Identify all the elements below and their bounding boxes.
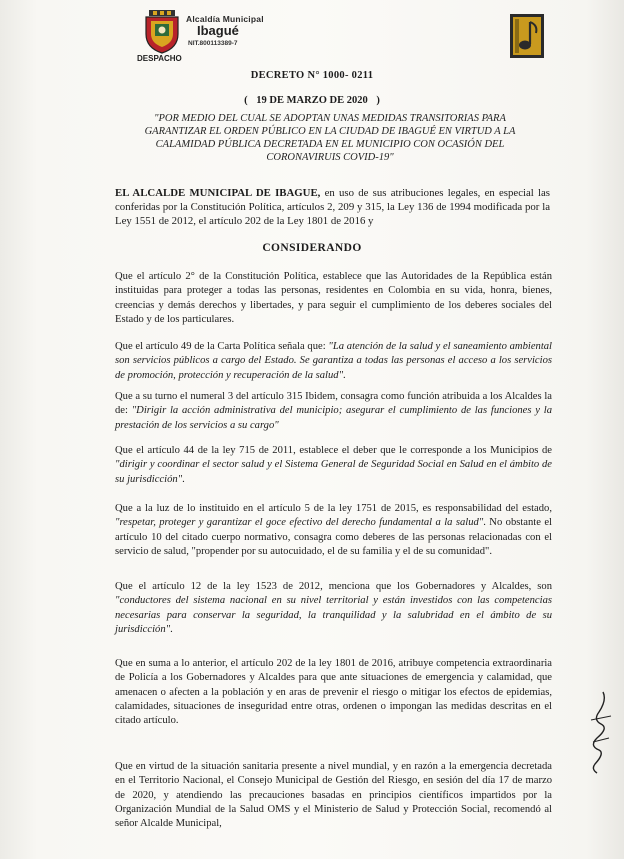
- paragraph-1: [115, 270, 552, 327]
- music-note-logo-icon: [510, 14, 544, 58]
- considerando-heading: CONSIDERANDO: [262, 242, 362, 254]
- paragraph-text: Que el artículo 12 de la ley 1523 de 2012, menciona que los Gobernadores y Alcaldes, son: [115, 581, 552, 592]
- city-name: Ibagué: [197, 23, 239, 38]
- paragraph-7: [115, 657, 552, 728]
- paragraph-8: [115, 760, 552, 831]
- decree-title: "POR MEDIO DEL CUAL SE ADOPTAN UNAS MEDIDAS TRANSITORIAS PARA GARANTIZAR EL ORDEN PÚBLICO EN LA CIUDAD DE IBAGUÉ EN VIRTUD A LA CALAMIDAD PÚBLICA DECRETADA EN EL MUNICIPIO CON OCASIÓN DEL CORONAVIRUIS COVID-19": [144, 113, 516, 163]
- paragraph-text: Que el artículo 2° de la Constitución Política, establece que las Autoridades de la República están instituidas para proteger a todas las personas, residentes en Colombia en su vida, honra, bienes, creencias y demás derechos y libertades, y para seguir el cumplimiento de los deberes sociales del Estado y de los particulares.: [115, 271, 552, 325]
- intro-text: en uso de sus atribuciones legales, en especial las conferidas por la Constitución Política, artículos 2, 209 y 315, la Ley 136 de 1994 modificada por la Ley 1551 de 2012, el artículo 202 de la Ley 1801 de 2016 y: [115, 187, 550, 227]
- coat-of-arms-icon: [143, 10, 181, 54]
- paragraph-6: [115, 580, 552, 637]
- paragraph-4: [115, 444, 552, 487]
- alcaldia-label: Alcaldía Municipal: [186, 14, 264, 24]
- decree-date: ( 19 DE MARZO DE 2020 ): [244, 95, 380, 106]
- paragraph-5: [115, 502, 552, 559]
- paragraph-tail: . No obstante el artículo 10 del citado cuerpo normativo, consagra como deberes de las personas relacionadas con el servicio de salud, "propender por su autocuidado, el de su familia y el de su comunidad".: [115, 517, 552, 557]
- paragraph-quote: "conductores del sistema nacional en su nivel territorial y están investidos con las competencias necesarias para conservar la seguridad, la tranquilidad y la salubridad en el ámbito de su jurisdicción": [115, 595, 552, 635]
- paragraph-2: [115, 340, 552, 383]
- paragraph-tail: .: [182, 473, 185, 485]
- nit-label: NIT.800113389-7: [188, 40, 238, 47]
- paragraph-tail: .: [170, 623, 173, 635]
- paragraph-text: Que en virtud de la situación sanitaria presente a nivel mundial, y en razón a la emergencia decretada en el Territorio Nacional, el Consejo Municipal de Gestión del Riesgo, en sesión del día 17 de marzo de 2020, y atendiendo las precauciones basadas en principios científicos impartidos por la Organización Mundial de la Salud OMS y el Ministerio de Salud y Protección Social, recomendó al señor Alcalde Municipal,: [115, 761, 552, 830]
- despacho-label: DESPACHO: [137, 54, 182, 63]
- signature-icon: [585, 690, 615, 775]
- paragraph-text: Que a la luz de lo instituido en el artículo 5 de la ley 1751 de 2015, es responsabilidad del estado,: [115, 503, 552, 514]
- paragraph-tail: .: [343, 369, 346, 381]
- paragraph-quote: "dirigir y coordinar el sector salud y el Sistema General de Seguridad Social en Salud en el ámbito de su jurisdicción": [115, 459, 552, 485]
- paragraph-text: Que en suma a lo anterior, el artículo 202 de la ley 1801 de 2016, atribuye competencia extraordinaria de Policía a los Gobernadores y Alcaldes para que ante situaciones de emergencia y calamidad, que amenacen o afecten a la población y en aras de prevenir el riesgo o mitigar los efectos de epidemias, calamidades, situaciones de inseguridad entre otras, ordenen o impongan las medidas descritas en el citado artículo.: [115, 658, 552, 727]
- paragraph-text: Que el artículo 49 de la Carta Política señala que:: [115, 341, 329, 352]
- mayor-heading: EL ALCALDE MUNICIPAL DE IBAGUE,: [115, 187, 321, 199]
- paragraph-quote: "La atención de la salud y el saneamiento ambiental son servicios públicos a cargo del Estado. Se garantiza a todas las personas el acceso a los servicios de promoción, protección y recuperación de la salud": [115, 341, 553, 381]
- intro-paragraph: [115, 186, 550, 228]
- paragraph-text: Que a su turno el numeral 3 del artículo 315 Ibidem, consagra como función atribuida a los Alcaldes la de:: [115, 391, 552, 417]
- decree-number: DECRETO N° 1000- 0211: [250, 70, 374, 81]
- paragraph-quote: "respetar, proteger y garantizar el goce efectivo del derecho fundamental a la salud": [115, 517, 484, 529]
- paragraph-text: Que el artículo 44 de la ley 715 de 2011, establece el deber que le corresponde a los Municipios de: [115, 445, 552, 456]
- paragraph-3: [115, 390, 552, 433]
- decree-date-text: 19 DE MARZO DE 2020: [256, 95, 368, 106]
- paragraph-quote: "Dirigir la acción administrativa del municipio; asegurar el cumplimiento de las funciones y la prestación de los servicios a su cargo": [115, 405, 552, 431]
